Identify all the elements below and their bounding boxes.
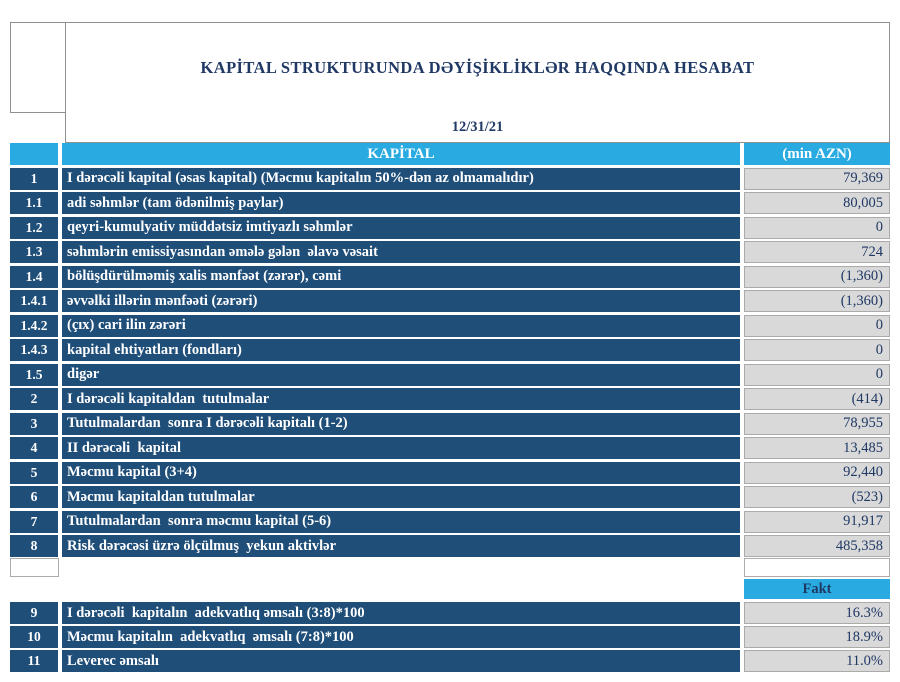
row-value: 18.9% (744, 626, 890, 648)
row-value: (1,360) (744, 266, 890, 288)
row-number: 1 (10, 168, 58, 190)
row-value: 485,358 (744, 535, 890, 557)
row-number: 10 (10, 626, 58, 648)
row-number: 7 (10, 511, 58, 533)
row-label: əvvəlki illərin mənfəəti (zərəri) (62, 290, 740, 312)
spacer-cell-left (10, 558, 59, 577)
row-value: 0 (744, 315, 890, 337)
row-label: Tutulmalardan sonra I dərəcəli kapitalı (1-2) (62, 413, 740, 435)
report-date (65, 112, 890, 143)
row-number: 1.4.1 (10, 290, 58, 312)
row-value: 0 (744, 364, 890, 386)
row-number: 4 (10, 437, 58, 459)
row-value: (523) (744, 486, 890, 508)
top-left-empty-cell (10, 22, 66, 113)
spacer-cell-right (744, 558, 890, 577)
capital-table (10, 143, 890, 557)
row-number: 9 (10, 602, 58, 624)
header-unit: (min AZN) (744, 143, 890, 165)
row-number: 5 (10, 462, 58, 484)
header-kapital: KAPİTAL (62, 143, 740, 165)
row-label: I dərəcəli kapital (əsas kapital) (Məcmu kapitalın 50%-dən az olmamalıdır) (62, 168, 740, 190)
row-label: adi səhmlər (tam ödənilmiş paylar) (62, 192, 740, 214)
fakt-header: Fakt (744, 579, 890, 599)
report-title-text: KAPİTAL STRUKTURUNDA DƏYİŞİKLİKLƏR HAQQINDA HESABAT (200, 57, 755, 77)
row-label: səhmlərin emissiyasından əmələ gələn əlavə vəsait (62, 241, 740, 263)
row-value: 78,955 (744, 413, 890, 435)
row-label: I dərəcəli kapitaldan tutulmalar (62, 388, 740, 410)
row-value: 92,440 (744, 462, 890, 484)
row-number: 1.4 (10, 266, 58, 288)
row-value: 91,917 (744, 511, 890, 533)
row-label: qeyri-kumulyativ müddətsiz imtiyazlı səhmlər (62, 217, 740, 239)
row-label: Tutulmalardan sonra məcmu kapital (5-6) (62, 511, 740, 533)
row-number: 1.1 (10, 192, 58, 214)
row-number: 3 (10, 413, 58, 435)
row-value: 11.0% (744, 650, 890, 672)
row-value: 13,485 (744, 437, 890, 459)
row-label: bölüşdürülməmiş xalis mənfəət (zərər), cəmi (62, 266, 740, 288)
row-value: 0 (744, 339, 890, 361)
report-title (65, 22, 890, 113)
row-number: 1.4.2 (10, 315, 58, 337)
row-label: Məcmu kapitaldan tutulmalar (62, 486, 740, 508)
row-label: Məcmu kapitalın adekvatlıq əmsalı (7:8)*100 (62, 626, 740, 648)
row-value: 79,369 (744, 168, 890, 190)
row-label: Leverec əmsalı (62, 650, 740, 672)
row-label: Məcmu kapital (3+4) (62, 462, 740, 484)
row-number: 1.4.3 (10, 339, 58, 361)
row-label: Risk dərəcəsi üzrə ölçülmuş yekun aktivlər (62, 535, 740, 557)
row-label: II dərəcəli kapital (62, 437, 740, 459)
row-label: digər (62, 364, 740, 386)
row-value: 80,005 (744, 192, 890, 214)
row-number: 1.2 (10, 217, 58, 239)
row-number: 11 (10, 650, 58, 672)
row-label: (çıx) cari ilin zərəri (62, 315, 740, 337)
row-value: 16.3% (744, 602, 890, 624)
row-number: 1.5 (10, 364, 58, 386)
row-label: kapital ehtiyatları (fondları) (62, 339, 740, 361)
row-value: 724 (744, 241, 890, 263)
row-label: I dərəcəli kapitalın adekvatlıq əmsalı (3:8)*100 (62, 602, 740, 624)
report-date-text: 12/31/21 (451, 118, 504, 135)
header-empty-cell (10, 143, 58, 165)
row-value: (414) (744, 388, 890, 410)
ratio-table (10, 602, 890, 672)
row-value: 0 (744, 217, 890, 239)
row-number: 2 (10, 388, 58, 410)
row-number: 8 (10, 535, 58, 557)
row-number: 6 (10, 486, 58, 508)
row-value: (1,360) (744, 290, 890, 312)
row-number: 1.3 (10, 241, 58, 263)
